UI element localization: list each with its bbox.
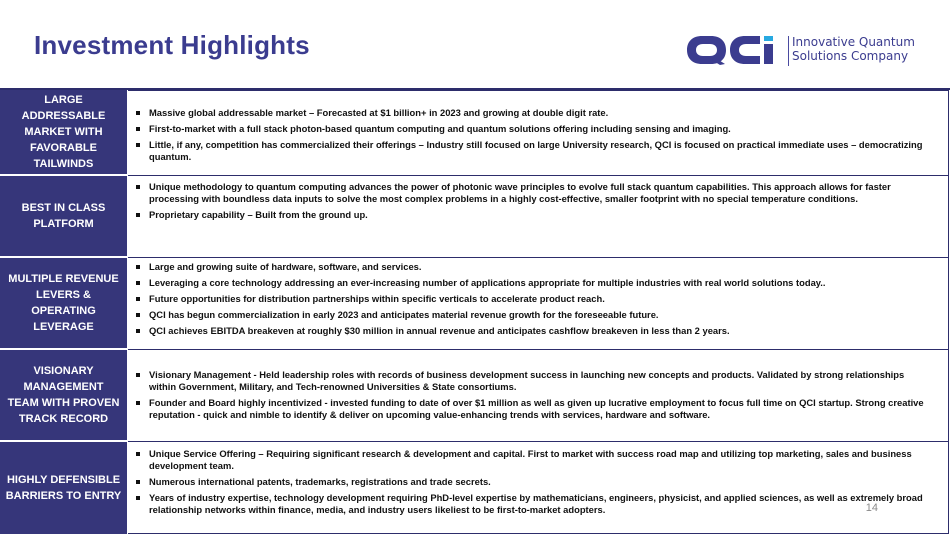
logo-tagline-line2: Solutions Company: [792, 49, 909, 63]
page-title: Investment Highlights: [34, 30, 310, 60]
row-content: [128, 90, 949, 176]
bullet-item: Founder and Board highly incentivized - invested funding to date of over $1 million as well as given up lucrative employment to focus full time on QCI startup. Strong creative reputation - quick and nimble to identify & deliver on upcoming value-enhancing trends with services, hardware and software.: [128, 397, 930, 421]
bullet-item: QCI achieves EBITDA breakeven at roughly $30 million in annual revenue and anticipates cashflow breakeven in less than 2 years.: [128, 325, 930, 337]
row-label-line: PLATFORM: [33, 218, 94, 230]
row-label-line: BARRIERS TO ENTRY: [5, 490, 122, 502]
bullet-item: Proprietary capability – Built from the ground up.: [128, 209, 930, 221]
row-label: [0, 258, 127, 350]
row-label: [0, 176, 127, 258]
table-row-barriers: [0, 442, 950, 534]
table-row-revenue: [0, 258, 950, 350]
row-label-line: FAVORABLE: [29, 142, 97, 154]
bullet-item: Little, if any, competition has commercialized their offerings – Industry still focused on large University research, QCI is focused on practical immediate uses – democratizing quantum.: [128, 139, 930, 163]
row-label-line: BEST IN CLASS: [21, 202, 106, 214]
bullet-item: Future opportunities for distribution partnerships within specific verticals to accelerate product reach.: [128, 293, 930, 305]
bullet-item: Numerous international patents, trademarks, registrations and trade secrets.: [128, 476, 930, 488]
row-label: [0, 90, 127, 176]
bullet-item: Leveraging a core technology addressing an ever-increasing number of applications appropriate for multiple industries with real world solutions today..: [128, 277, 930, 289]
logo-tagline: [792, 35, 915, 63]
table-row-platform: [0, 176, 950, 258]
logo-tagline-line1: Innovative Quantum: [792, 35, 915, 49]
qci-logo: [684, 33, 916, 67]
row-label-line: TEAM WITH PROVEN: [7, 397, 120, 409]
bullet-item: Unique methodology to quantum computing advances the power of photonic wave principles to evolve full stack quantum capabilities. This approach allows for faster processing with boundless data inputs to solve the most complex problems in a highly cost-effective, smaller footprint with no special temperature conditions.: [128, 181, 930, 205]
bullet-item: Years of industry expertise, technology development requiring PhD-level expertise by mathematicians, engineers, physicist, and applied sciences, as well as extremely broad relationship networks within finance, media, and industry users likeliest to be first-to-market adopters.: [128, 492, 930, 516]
row-label-line: ADDRESSABLE: [21, 110, 106, 122]
row-label-line: LEVERS &: [35, 289, 91, 301]
row-label-line: HIGHLY DEFENSIBLE: [6, 474, 121, 486]
bullet-item: QCI has begun commercialization in early 2023 and anticipates material revenue growth for the foreseeable future.: [128, 309, 930, 321]
row-label-line: VISIONARY: [33, 365, 94, 377]
highlights-table: [0, 88, 950, 536]
table-row-market: [0, 90, 950, 176]
bullet-item: Massive global addressable market – Forecasted at $1 billion+ in 2023 and growing at double digit rate.: [128, 107, 930, 119]
row-content: [128, 258, 949, 350]
bullet-item: Unique Service Offering – Requiring significant research & development and capital. First to market with success road map and utilizing top marketing, sales and business development team.: [128, 448, 930, 472]
table-row-management: [0, 350, 950, 442]
row-label-line: LARGE: [44, 94, 83, 106]
row-label-line: OPERATING: [31, 305, 96, 317]
bullet-item: First-to-market with a full stack photon-based quantum computing and quantum solutions offering including sensing and imaging.: [128, 123, 930, 135]
row-content: [128, 442, 949, 534]
row-label: [0, 442, 127, 534]
page-number: 14: [865, 502, 878, 514]
row-label: [0, 350, 127, 442]
row-content: [128, 350, 949, 442]
bullet-item: Visionary Management - Held leadership roles with records of business development success in launching new concepts and products. Validated by strong relationships within Government, Military, and Tech-renowned Universities & State consortiums.: [128, 369, 930, 393]
qci-logo-mark: [684, 33, 786, 67]
row-label-line: TRACK RECORD: [18, 413, 109, 425]
row-label-line: LEVERAGE: [33, 321, 94, 333]
bullet-item: Large and growing suite of hardware, software, and services.: [128, 261, 930, 273]
row-label-line: MARKET WITH: [24, 126, 103, 138]
logo-divider: [788, 36, 789, 66]
row-label-line: MANAGEMENT: [23, 381, 104, 393]
row-label-line: MULTIPLE REVENUE: [8, 273, 119, 285]
row-content: [128, 176, 949, 258]
row-label-line: TAILWINDS: [33, 158, 94, 170]
